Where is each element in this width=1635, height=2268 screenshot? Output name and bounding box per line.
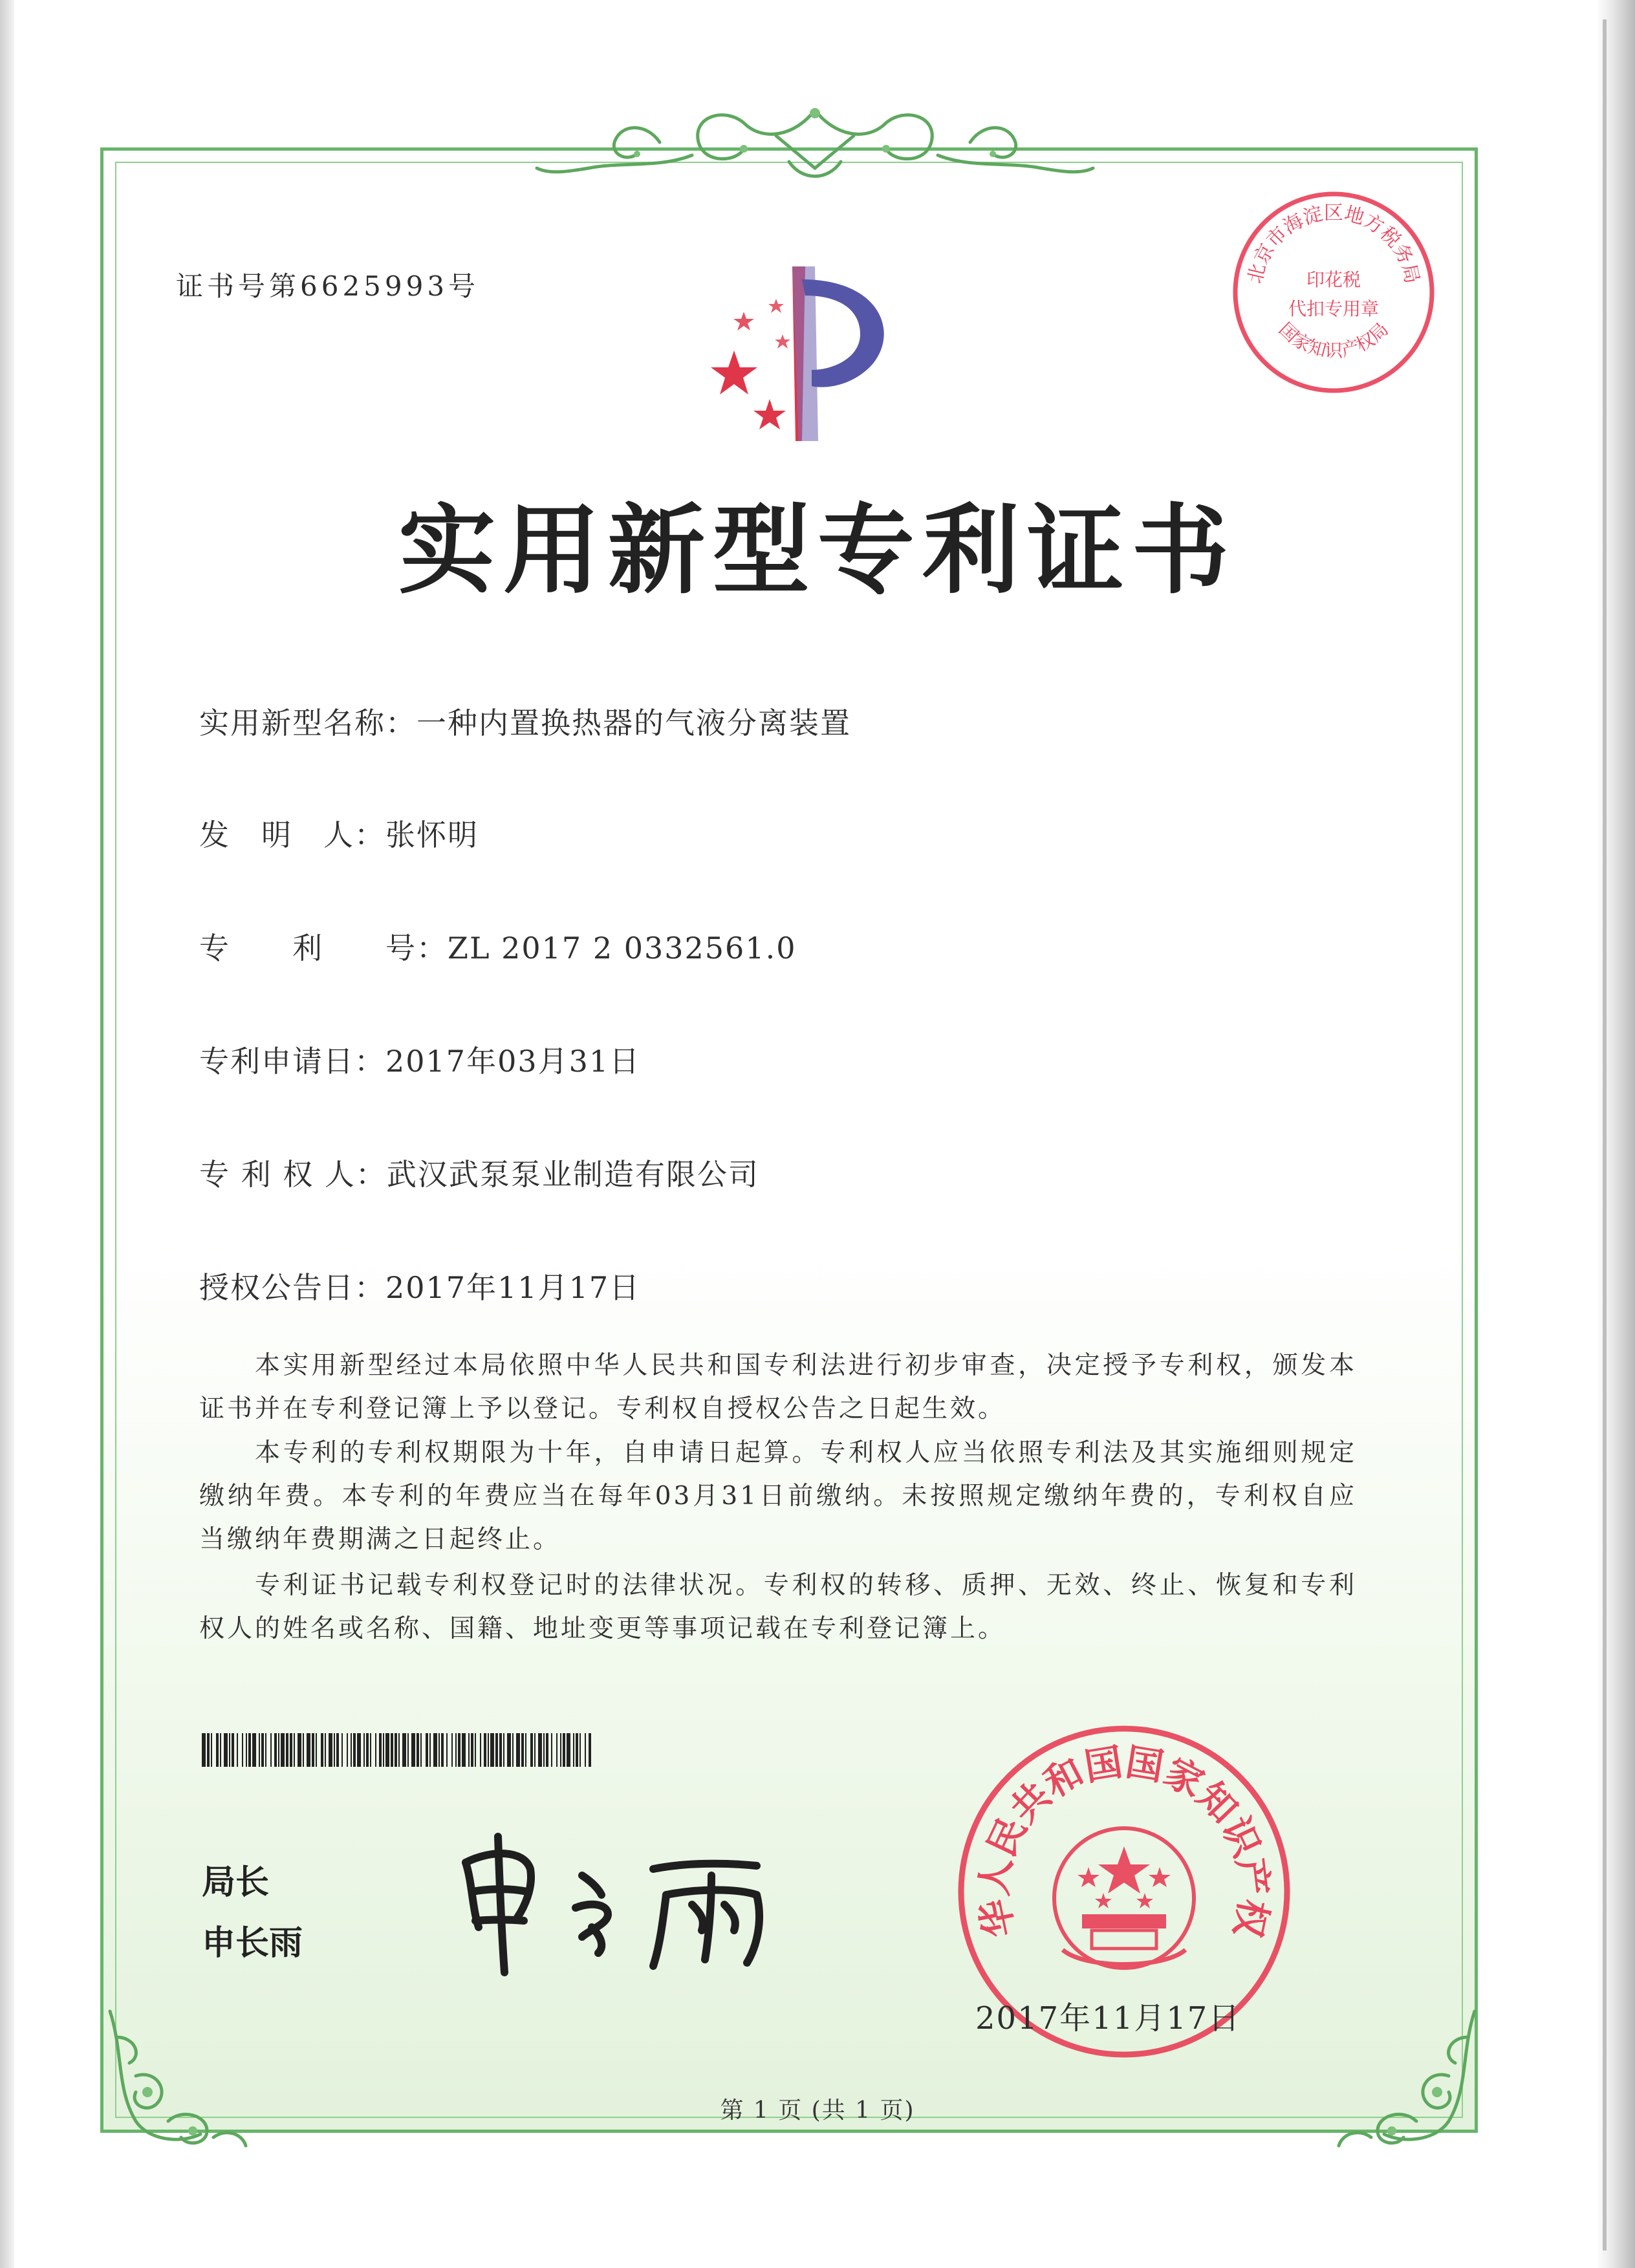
scan-right-edge (1596, 0, 1635, 2268)
field-patentee: 专 利 权 人：武汉武泵泵业制造有限公司 (199, 1151, 759, 1194)
director-name: 申长雨 (202, 1924, 303, 1963)
field-label: 专 利 权 人 (199, 1157, 356, 1192)
barcode (202, 1733, 600, 1767)
tax-stamp-bottom-text: 国家知识产权局 (1274, 318, 1393, 362)
issue-date: 2017年11月17日 (975, 2000, 1241, 2036)
field-inventor: 发 明 人：张怀明 (199, 812, 479, 854)
tax-stamp-outer-text: 北京市海淀区地方税务局 (1244, 201, 1424, 286)
field-utility-model-name: 实用新型名称：一种内置换热器的气液分离装置 (199, 700, 851, 742)
scan-left-edge (0, 0, 14, 2268)
tax-stamp-inner-line2: 代扣专用章 (1288, 298, 1380, 319)
field-value: ZL 2017 2 0332561.0 (448, 931, 797, 966)
field-value: 2017年03月31日 (385, 1044, 641, 1079)
field-label: 专 利 号 (199, 931, 417, 966)
field-label: 专利申请日 (199, 1044, 354, 1079)
field-value: 2017年11月17日 (385, 1270, 641, 1305)
national-emblem-icon (1054, 1828, 1194, 1968)
tax-stamp (1224, 182, 1444, 402)
tax-stamp-inner-line1: 印花税 (1306, 269, 1361, 290)
field-label: 授权公告日 (199, 1270, 354, 1305)
field-application-date: 专利申请日：2017年03月31日 (199, 1038, 640, 1081)
body-paragraph-2: 本专利的专利权期限为十年，自申请日起算。专利权人应当依照专利法及其实施细则规定缴纳年费。本专利的年费应当在每年03月31日前缴纳。未按照规定缴纳年费的，专利权自应当缴纳年费期满之日起终止。 (199, 1438, 1357, 1554)
bottom-right-floral-ornament (1332, 1998, 1488, 2154)
official-seal-text: 华人民共和国国家知识产权 (971, 1740, 1277, 1941)
certificate-number: 证书号第6625993号 (176, 270, 480, 302)
handwritten-signature (453, 1824, 815, 1982)
field-patent-number: 专 利 号：ZL 2017 2 0332561.0 (199, 925, 796, 967)
field-label: 发 明 人 (199, 817, 354, 852)
patent-office-logo (666, 254, 912, 448)
svg-text:国家知识产权局 (1275, 318, 1392, 361)
body-paragraph-3: 专利证书记载专利权登记时的法律状况。专利权的转移、质押、无效、终止、恢复和专利权人的姓名或名称、国籍、地址变更等事项记载在专利登记簿上。 (199, 1571, 1357, 1643)
body-paragraph-1: 本实用新型经过本局依照中华人民共和国专利法进行初步审查，决定授予专利权，颁发本证书并在专利登记簿上予以登记。专利权自授权公告之日起生效。 (199, 1351, 1357, 1423)
barcode-bar (589, 1733, 591, 1767)
field-label: 实用新型名称 (199, 706, 385, 740)
director-title: 局长 (202, 1863, 270, 1902)
top-floral-ornament (530, 97, 1099, 188)
field-value: 张怀明 (385, 817, 479, 852)
field-value: 一种内置换热器的气液分离装置 (417, 706, 851, 740)
scan-right-line (1603, 19, 1607, 2251)
certificate-title: 实用新型专利证书 (398, 495, 1237, 607)
page-number: 第 1 页 (共 1 页) (720, 2097, 915, 2124)
bottom-left-floral-ornament (97, 1998, 252, 2154)
field-grant-date: 授权公告日：2017年11月17日 (199, 1264, 640, 1307)
field-value: 武汉武泵泵业制造有限公司 (386, 1157, 759, 1192)
